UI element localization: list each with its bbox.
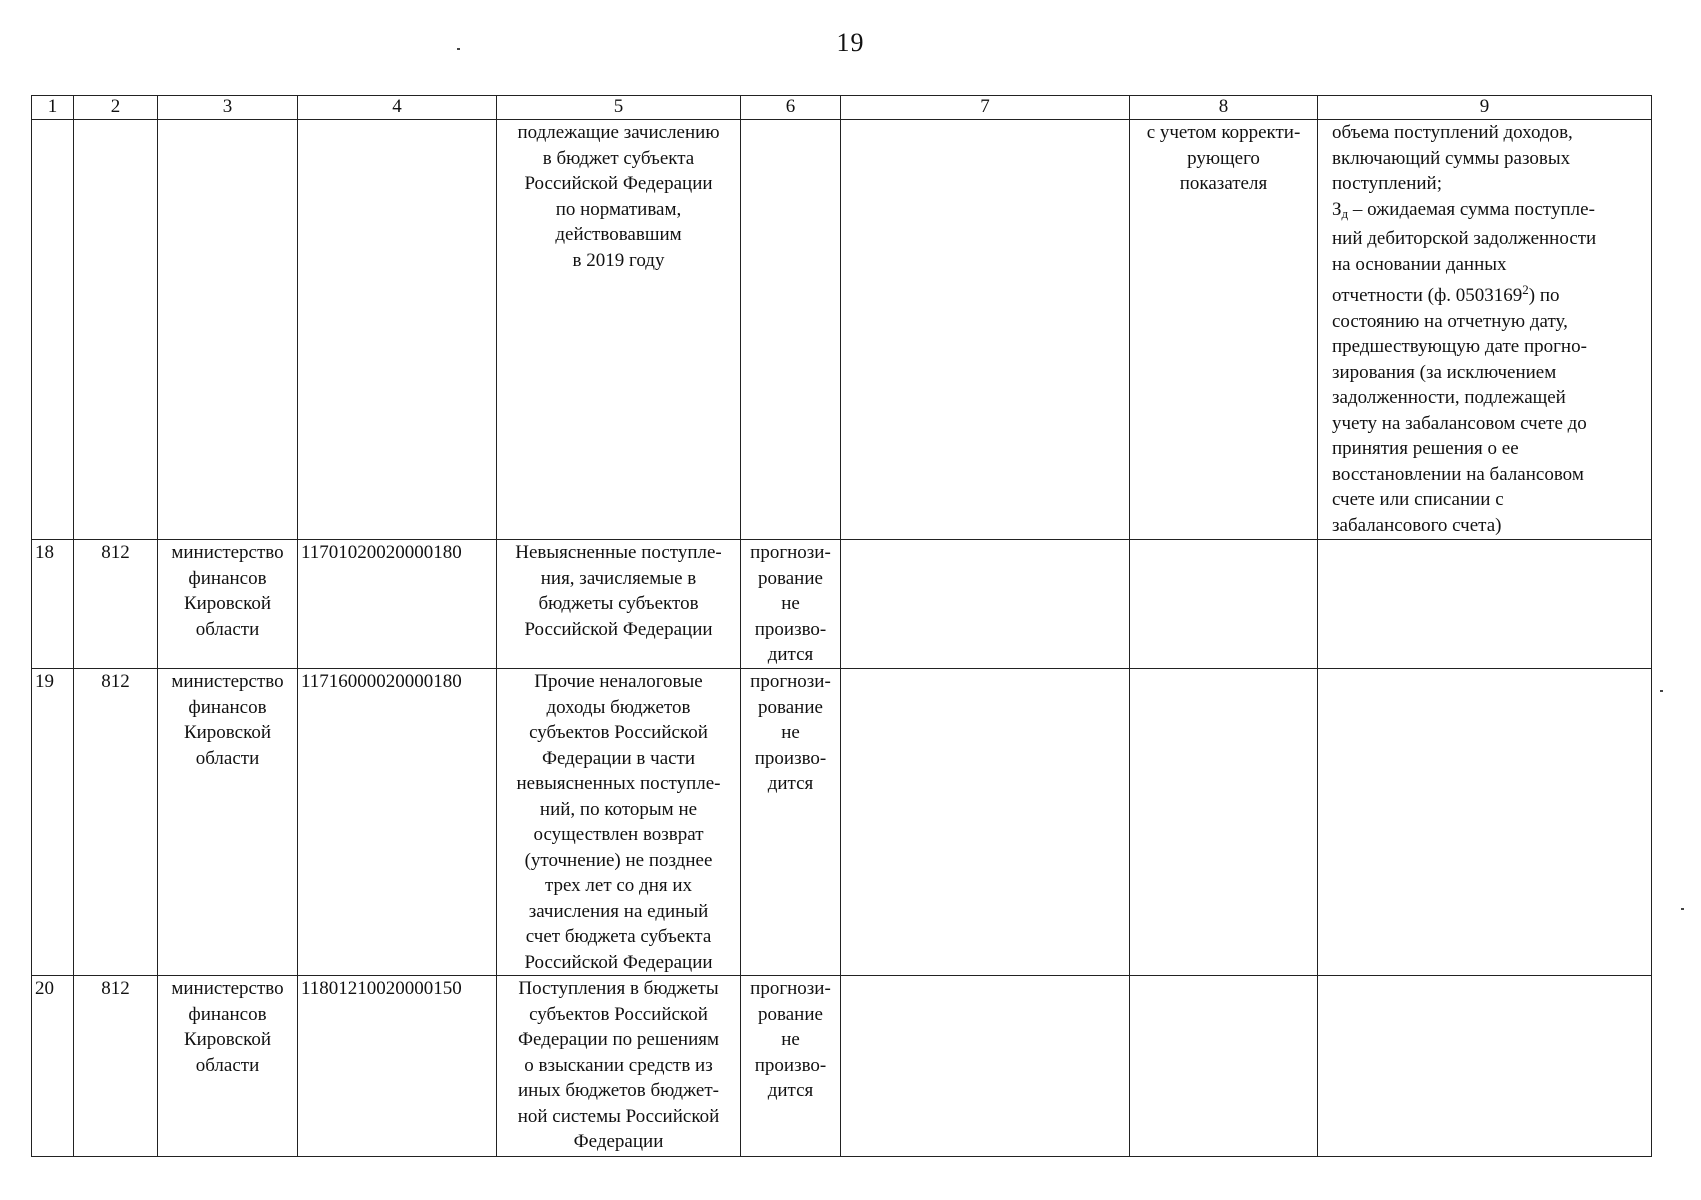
header-col-1: 1 xyxy=(32,96,74,120)
col-9-cell xyxy=(1318,976,1652,1157)
scan-speck xyxy=(1681,908,1684,910)
header-col-3: 3 xyxy=(158,96,298,120)
table-row xyxy=(32,540,1652,669)
table-row xyxy=(32,669,1652,976)
administrator-name: министерство финансов Кировской области xyxy=(158,976,298,1157)
admin-code: 812 xyxy=(74,976,158,1157)
scan-speck xyxy=(457,48,460,50)
income-name: Прочие неналоговые доходы бюджетов субъектов Российской Федерации в части невыясненных поступле- ний, по которым не осуществлен возврат (уточнение) не позднее трех лет со дня их зачисления на единый счет бюджета субъекта Российской Федерации xyxy=(497,669,741,976)
scan-speck xyxy=(1660,690,1663,692)
income-name: Поступления в бюджеты субъектов Российской Федерации по решениям о взыскании средств из иных бюджетов бюджет- ной системы Российской Федерации xyxy=(497,976,741,1157)
column-number-header-row xyxy=(32,96,1652,120)
col-9-cell xyxy=(1318,540,1652,669)
forecast-methods-table xyxy=(31,95,1652,1157)
forecast-method: прогнози- рование не произво- дится xyxy=(741,669,841,976)
cont-col-9-text xyxy=(1318,120,1652,540)
forecast-method: прогнози- рование не произво- дится xyxy=(741,540,841,669)
header-col-9: 9 xyxy=(1318,96,1652,120)
admin-code: 812 xyxy=(74,540,158,669)
forecast-method: прогнози- рование не произво- дится xyxy=(741,976,841,1157)
cont-col-8-text: с учетом корректи- рующего показателя xyxy=(1130,120,1318,540)
cont-col-9-subscript: д xyxy=(1341,205,1349,221)
header-col-7: 7 xyxy=(841,96,1130,120)
budget-classification-code: 11716000020000180 xyxy=(298,669,497,976)
cont-col-3 xyxy=(158,120,298,540)
header-col-4: 4 xyxy=(298,96,497,120)
row-number: 18 xyxy=(32,540,74,669)
budget-classification-code: 11801210020000150 xyxy=(298,976,497,1157)
cont-col-9-part3: ) по состоянию на отчетную дату, предшествующую дате прогно- зирования (за исключением задолженности, подлежащей учету на забалансовом счете до принятия решения о ее восстановлении на балансовом счете или списании с забалансового счета) xyxy=(1332,285,1587,536)
col-7-cell xyxy=(841,540,1130,669)
administrator-name: министерство финансов Кировской области xyxy=(158,669,298,976)
cont-col-1 xyxy=(32,120,74,540)
col-7-cell xyxy=(841,669,1130,976)
col-7-cell xyxy=(841,976,1130,1157)
col-8-cell xyxy=(1130,669,1318,976)
col-8-cell xyxy=(1130,540,1318,669)
cont-col-9-part2: – ожидаемая сумма поступле- ний дебиторской задолженности на основании данных отчетности (ф. 0503169 xyxy=(1332,198,1597,306)
cont-col-4 xyxy=(298,120,497,540)
cont-col-6 xyxy=(741,120,841,540)
row-number: 19 xyxy=(32,669,74,976)
cont-income-name: подлежащие зачислению в бюджет субъекта Российской Федерации по нормативам, действовавшим в 2019 году xyxy=(497,120,741,540)
cont-col-9-part1: объема поступлений доходов, включающий суммы разовых поступлений; З xyxy=(1332,122,1573,220)
header-col-5: 5 xyxy=(497,96,741,120)
col-9-cell xyxy=(1318,669,1652,976)
cont-col-7 xyxy=(841,120,1130,540)
continuation-row xyxy=(32,120,1652,540)
header-col-8: 8 xyxy=(1130,96,1318,120)
administrator-name: министерство финансов Кировской области xyxy=(158,540,298,669)
budget-classification-code: 11701020020000180 xyxy=(298,540,497,669)
admin-code: 812 xyxy=(74,669,158,976)
income-name: Невыясненные поступле- ния, зачисляемые в бюджеты субъектов Российской Федерации xyxy=(497,540,741,669)
cont-col-2 xyxy=(74,120,158,540)
page-number: 19 xyxy=(836,28,865,57)
header-col-6: 6 xyxy=(741,96,841,120)
table-row xyxy=(32,976,1652,1157)
col-8-cell xyxy=(1130,976,1318,1157)
header-col-2: 2 xyxy=(74,96,158,120)
row-number: 20 xyxy=(32,976,74,1157)
cont-col-9-superscript: 2 xyxy=(1522,282,1529,297)
